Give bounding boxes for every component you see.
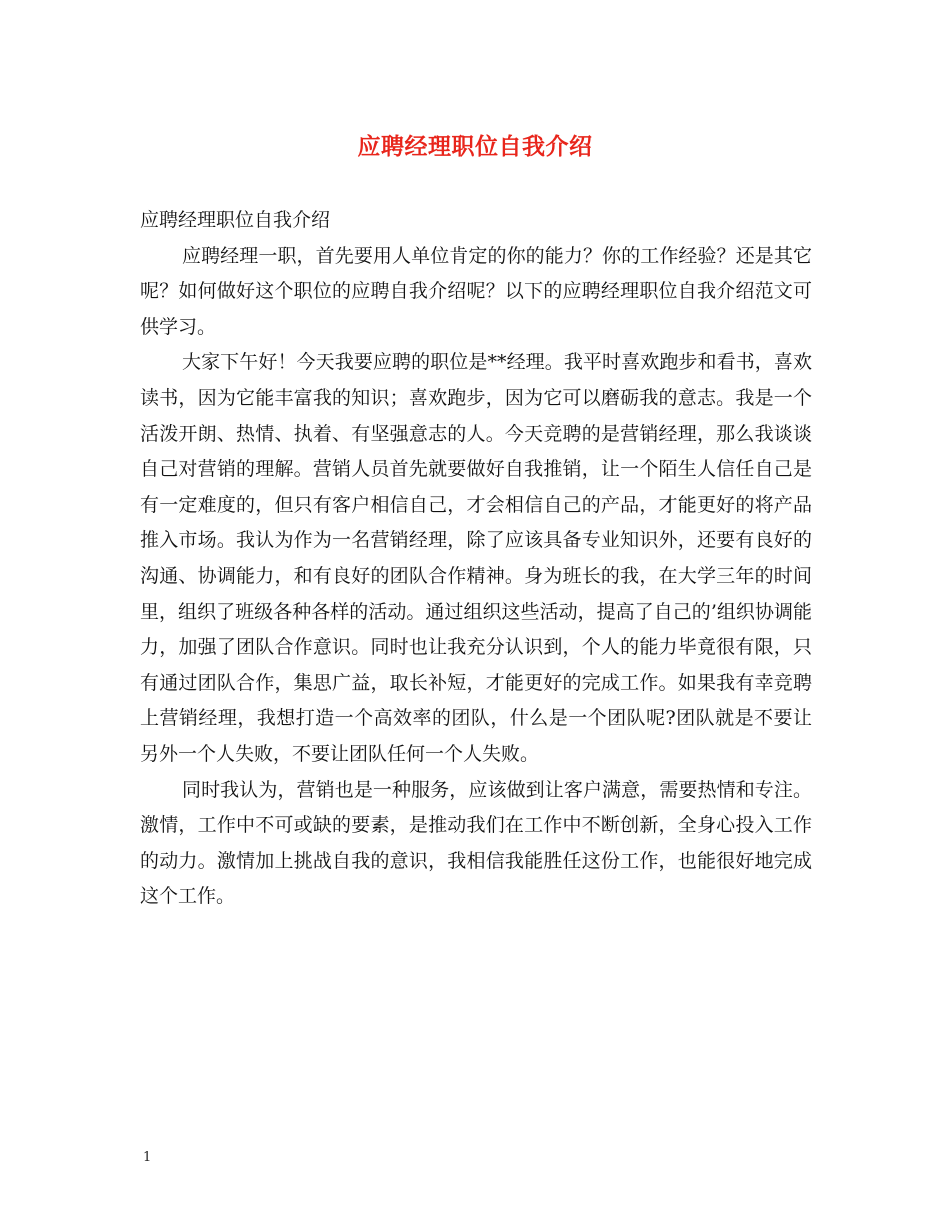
document-title: 应聘经理职位自我介绍: [357, 133, 593, 160]
paragraph-intro: 应聘经理一职，首先要用人单位肯定的你的能力？你的工作经验？还是其它呢？如何做好这个职位的应聘自我介绍呢？以下的应聘经理职位自我介绍范文可供学习。: [140, 244, 812, 338]
paragraph-self-introduction: 大家下午好！今天我要应聘的职位是**经理。我平时喜欢跑步和看书，喜欢读书，因为它能丰富我的知识；喜欢跑步，因为它可以磨砺我的意志。我是一个活泼开朗、热情、执着、有坚强意志的人。今天竞聘的是营销经理，那么我谈谈自己对营销的理解。营销人员首先就要做好自我推销，让一个陌生人信任自己是有一定难度的，但只有客户相信自己，才会相信自己的产品，才能更好的将产品推入市场。我认为作为一名营销经理，除了应该具备专业知识外，还要有良好的沟通、协调能力，和有良好的团队合作精神。身为班长的我，在大学三年的时间里，组织了班级各种各样的活动。通过组织这些活动，提高了自己的’组织协调能力，加强了团队合作意识。同时也让我充分认识到，个人的能力毕竟很有限，只有通过团队合作，集思广益，取长补短，才能更好的完成工作。如果我有幸竞聘上营销经理，我想打造一个高效率的团队，什么是一个团队呢?团队就是不要让另外一个人失败，不要让团队任何一个人失败。: [140, 351, 812, 765]
page-number: 1: [143, 1150, 152, 1165]
document-body: [140, 203, 812, 915]
document-heading: 应聘经理职位自我介绍: [140, 209, 331, 231]
paragraph-conclusion: 同时我认为，营销也是一种服务，应该做到让客户满意，需要热情和专注。激情，工作中不可或缺的要素，是推动我们在工作中不断创新，全身心投入工作的动力。激情加上挑战自我的意识，我相信我能胜任这份工作，也能很好地完成这个工作。: [140, 778, 812, 908]
